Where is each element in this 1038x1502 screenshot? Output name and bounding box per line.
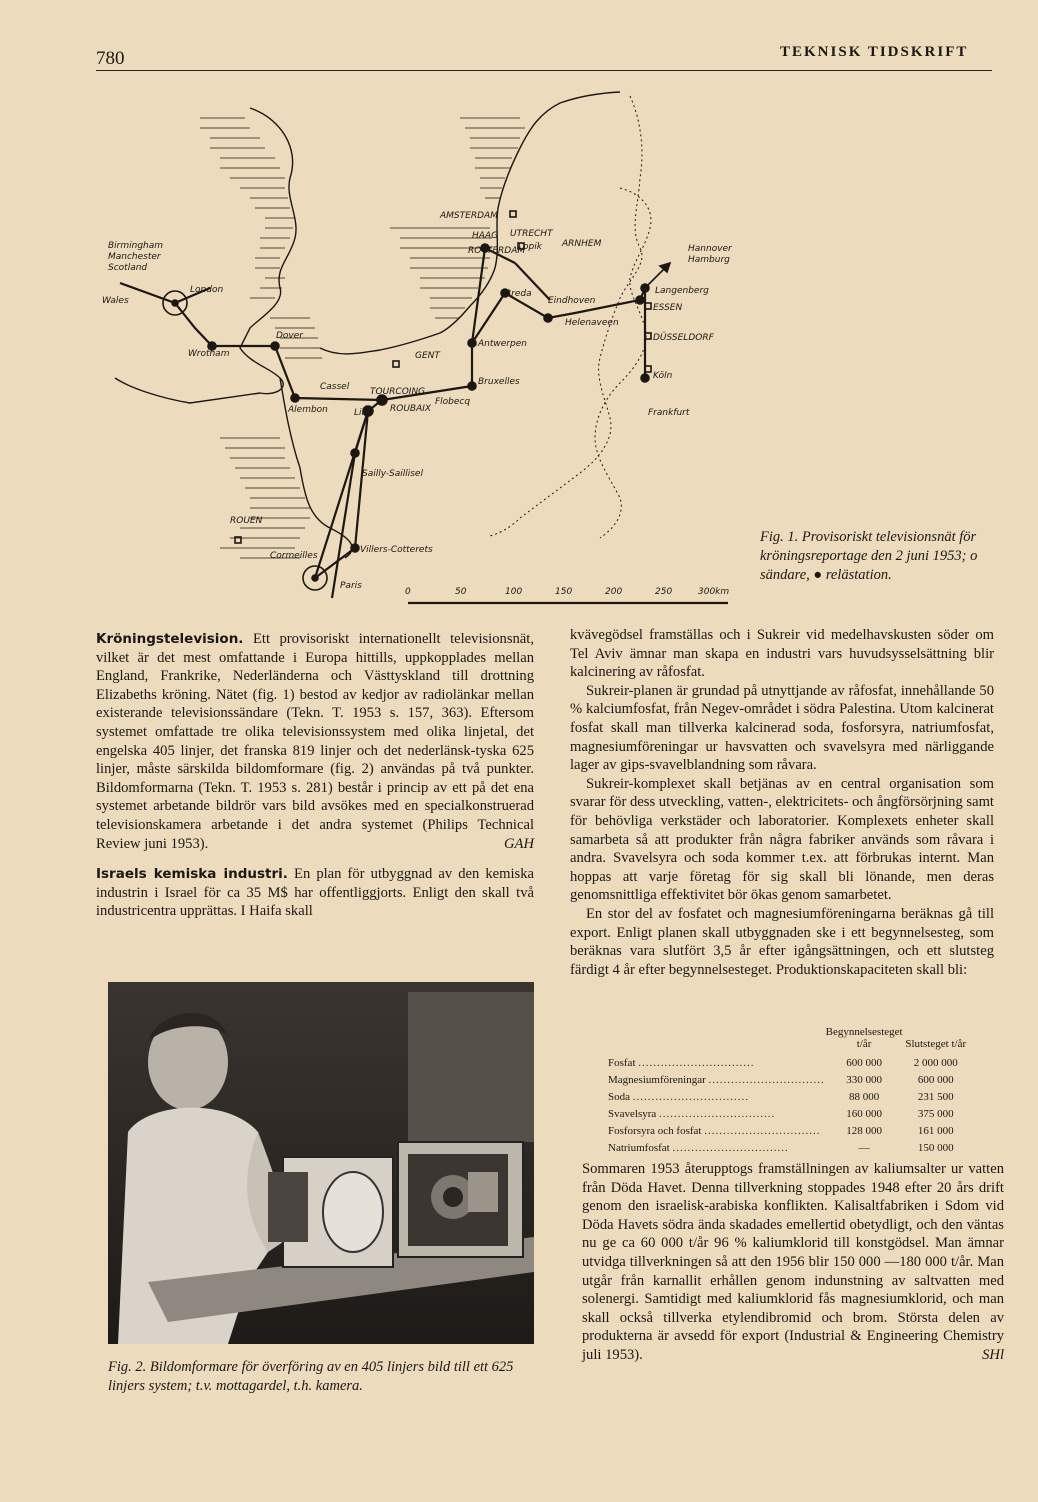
map-label-flobecq: Flobecq bbox=[435, 397, 471, 407]
row-label: Fosforsyra och fosfat bbox=[608, 1124, 702, 1137]
map-label-antwerpen: Antwerpen bbox=[478, 339, 527, 349]
map-label-essen: ESSEN bbox=[653, 303, 683, 313]
map-label-koln: Köln bbox=[653, 371, 673, 381]
scale-label: 150 bbox=[555, 587, 573, 597]
map-label-gent: GENT bbox=[415, 351, 440, 361]
cell-begin: 128 000 bbox=[846, 1124, 882, 1137]
scale-label: 0 bbox=[405, 587, 411, 597]
scale-label: 50 bbox=[455, 587, 467, 597]
map-label-london: London bbox=[190, 285, 224, 295]
stations bbox=[163, 211, 651, 590]
cell-final: 150 000 bbox=[917, 1141, 954, 1154]
production-table bbox=[608, 1026, 968, 1156]
row-label: Natriumfosfat bbox=[608, 1141, 670, 1154]
cell-begin: 88 000 bbox=[848, 1090, 880, 1103]
cell-begin: 600 000 bbox=[846, 1056, 882, 1069]
article-signature: SHl bbox=[982, 1346, 1004, 1363]
map-label-lille: Lille bbox=[354, 408, 373, 418]
scale-label: 300km bbox=[698, 587, 730, 597]
map-label-wrotham: Wrotham bbox=[188, 349, 230, 359]
article-signature: GAH bbox=[504, 835, 534, 852]
table-row: Natriumfosfat ............................... — 150 000 bbox=[608, 1139, 968, 1156]
map-label-haag: HAAG bbox=[472, 231, 499, 241]
map-label-breda: Breda bbox=[505, 289, 532, 299]
photo-bildomformare bbox=[108, 982, 534, 1344]
figure-1-caption: Fig. 1. Provisoriskt televisionsnät för kröningsreportage den 2 juni 1953; o sändare, ● relästation. bbox=[760, 529, 978, 583]
paragraph: Sukreir-komplexet skall betjänas av en central organisation som svarar för dess utveckling, vatten-, elektricitets- och ångförsörjning samt för behövliga verkstäder och laboratorier. Komplexets enheter skall samarbeta så att produkter från några fabriker används som råvara i andra. Svavelsyra och soda kommer t.ex. att förbrukas internt. Man hoppas att varje företag för sig skall bli lönande, men deras genomsnittliga effektivitet bör ökas genom samarbetet. bbox=[570, 775, 994, 904]
map-label-birmingham: Birmingham bbox=[108, 241, 164, 251]
article-heading: Israels kemiska industri. bbox=[96, 866, 288, 883]
table-row: Svavelsyra ............................... 160 000 375 000 bbox=[608, 1105, 968, 1122]
article-israel-intro bbox=[96, 865, 534, 921]
article-kroningstelevision bbox=[96, 630, 534, 853]
map-label-amsterdam: AMSTERDAM bbox=[440, 211, 498, 221]
map-label-eindhoven: Eindhoven bbox=[548, 296, 596, 306]
map-label-manchester: Manchester bbox=[108, 252, 161, 262]
table-row: Magnesiumföreningar ............................... 330 000 600 000 bbox=[608, 1071, 968, 1088]
paragraph: kvävegödsel framställas och i Sukreir vid medelhavskusten söder om Tel Aviv ämnar man skapa en industri vars huvudsysselsättning blir kalcinering av råfosfat. bbox=[570, 627, 994, 681]
map-label-wales: Wales bbox=[102, 296, 129, 306]
arrows bbox=[645, 263, 670, 288]
map-label-scotland: Scotland bbox=[108, 263, 148, 273]
scale-label: 250 bbox=[655, 587, 673, 597]
table-row: Fosfat ............................... 600 000 2 000 000 bbox=[608, 1054, 968, 1071]
column-header: Slutsteget t/år bbox=[905, 1038, 967, 1050]
map-label-lopik: Lopik bbox=[518, 242, 542, 252]
left-column bbox=[96, 630, 534, 921]
table-row: Fosforsyra och fosfat ............................... 128 000 161 000 bbox=[608, 1122, 968, 1139]
journal-title: TEKNISK TIDSKRIFT bbox=[780, 44, 969, 60]
cell-begin: 160 000 bbox=[846, 1107, 882, 1120]
map-label-frankfurt: Frankfurt bbox=[648, 408, 690, 418]
map-label-alembon: Alembon bbox=[288, 405, 328, 415]
map-label-tourcoing: TOURCOING bbox=[370, 387, 426, 397]
right-column-bottom bbox=[582, 1160, 1004, 1365]
header-rule bbox=[96, 70, 992, 71]
cell-final: 375 000 bbox=[917, 1107, 954, 1120]
map-label-cassel: Cassel bbox=[320, 382, 350, 392]
cell-final: 231 500 bbox=[917, 1090, 954, 1103]
article-body: Ett provisoriskt internationellt televisionsnät, vilket är det mest omfattande i Europa hittills, uppkopplades mellan England, Frankrike, Nederländerna och Västtyskland till drottning Elizabeths kröning. Nätet (fig. 1) bestod av kedjor av radiolänkar mellan existerande televisionssändare (Tekn. T. 1953 s. 157, 363). Eftersom systemet omfattade tre olika televisionssystem med olika linjetal, det engelska 405 linjer, det franska 819 linjer och det nederlänsk-tyska 625 linjer, måste särskilda bildomformare (fig. 2) användas på två punkter. Bildomformarna (Tekn. T. 1953 s. 281) består i princip av ett på det ena systemet arbetande bildrör vars bild avsökes med en specialkonstruerad televisionskamera arbetande i det andra systemet (Philips Technical Review juni 1953). bbox=[96, 631, 534, 852]
network-map bbox=[100, 78, 750, 618]
map-label-arnhem: ARNHEM bbox=[562, 239, 602, 249]
row-label: Magnesiumföreningar bbox=[608, 1073, 706, 1086]
map-label-dusseldorf: DÜSSELDORF bbox=[653, 333, 714, 343]
right-column bbox=[570, 626, 994, 979]
map-label-paris: Paris bbox=[340, 581, 362, 591]
map-label-sailly: Sailly-Saillisel bbox=[362, 469, 423, 479]
scale-label: 100 bbox=[505, 587, 523, 597]
map-label-dover: Dover bbox=[276, 331, 303, 341]
table-row: Soda ............................... 88 000 231 500 bbox=[608, 1088, 968, 1105]
cell-final: 2 000 000 bbox=[913, 1056, 958, 1069]
cell-final: 600 000 bbox=[917, 1073, 954, 1086]
paragraph bbox=[582, 1160, 1004, 1365]
page-number: 780 bbox=[96, 48, 125, 69]
map-label-rotterdam: ROTTERDAM bbox=[468, 246, 526, 256]
map-label-utrecht: UTRECHT bbox=[510, 229, 553, 239]
sea-hatching-channel bbox=[200, 118, 322, 558]
cell-final: 161 000 bbox=[917, 1124, 954, 1137]
article-heading: Kröningstelevision. bbox=[96, 631, 244, 647]
scale-label: 200 bbox=[605, 587, 623, 597]
cell-begin: 330 000 bbox=[846, 1073, 882, 1086]
map-label-roubaix: ROUBAIX bbox=[390, 404, 432, 414]
paragraph-text: Sommaren 1953 återupptogs framställningen av kaliumsalter ur vatten från Döda Havet. Denna tillverkning stoppades 1948 efter 20 års drift genom den israelisk-arabiska konflikten. Kalisaltfabriken i Sdom vid Döda Havets södra ända skadades emellertid obetydligt, och den väntas nu ge ca 60 000 t/år 96 % kaliumklorid till konstgödsel. Man ämnar utvidga tillverkningen så att den 1956 blir 150 000 —180 000 t/år. Man utgår från karnallit erhållen genom indunstning av saltvatten med solenergi. Samtidigt med kaliumklorid fås magnesiumklorid, och man skall också tillverka etylendibromid och brom. Största delen av produkterna är avsedd för export (Industrial & Engineering Chemistry juli 1953). bbox=[582, 1161, 1004, 1363]
cell-begin: — bbox=[858, 1141, 870, 1154]
row-label: Svavelsyra bbox=[608, 1107, 657, 1120]
row-label: Soda bbox=[608, 1090, 630, 1103]
map-label-hannover: Hannover bbox=[688, 244, 732, 254]
row-label: Fosfat bbox=[608, 1056, 636, 1069]
map-label-rouen: ROUEN bbox=[230, 516, 263, 526]
map-label-cormeilles: Cormeilles bbox=[270, 551, 318, 561]
paragraph: En stor del av fosfatet och magnesiumföreningarna beräknas gå till export. Enligt planen skall utbyggnaden ske i ett begynnelsesteg, som beräknas vara slutfört 3,5 år efter igångsättningen, och ett slutsteg färdigt 4 år efter begynnelsesteget. Produktionskapaciteten skall bli: bbox=[570, 905, 994, 978]
map-label-helenaveen: Helenaveen bbox=[565, 318, 619, 328]
article-body: En plan för utbyggnad av den kemiska industrin i Israel för ca 35 M$ har offentliggjorts. Enligt den skall två industricentra upprättas. I Haifa skall bbox=[96, 866, 534, 920]
figure-2-caption: Fig. 2. Bildomformare för överföring av en 405 linjers bild till ett 625 linjers system; t.v. mottagardel, t.h. kamera. bbox=[108, 1359, 514, 1394]
continent-coastline bbox=[320, 92, 620, 354]
border-dotted-east bbox=[595, 188, 651, 538]
map-label-villers: Villers-Cotterets bbox=[360, 545, 433, 555]
map-label-bruxelles: Bruxelles bbox=[478, 377, 520, 387]
paragraph: Sukreir-planen är grundad på utnyttjande av råfosfat, innehållande 50 % kalciumfosfat, från Negev-området i södra Palestina. Utom kalcinerat fosfat skall man tillverka kalcinerad soda, fosforsyra, natriumfosfat, magnesiumföreningar ur havsvatten och svavelsyra med närliggande lager av gips-svavelblandning som råvara. bbox=[570, 682, 994, 774]
map-label-hamburg: Hamburg bbox=[688, 255, 730, 265]
column-header: Begynnelsesteget t/år bbox=[825, 1026, 903, 1050]
map-label-langenberg: Langenberg bbox=[655, 286, 709, 296]
